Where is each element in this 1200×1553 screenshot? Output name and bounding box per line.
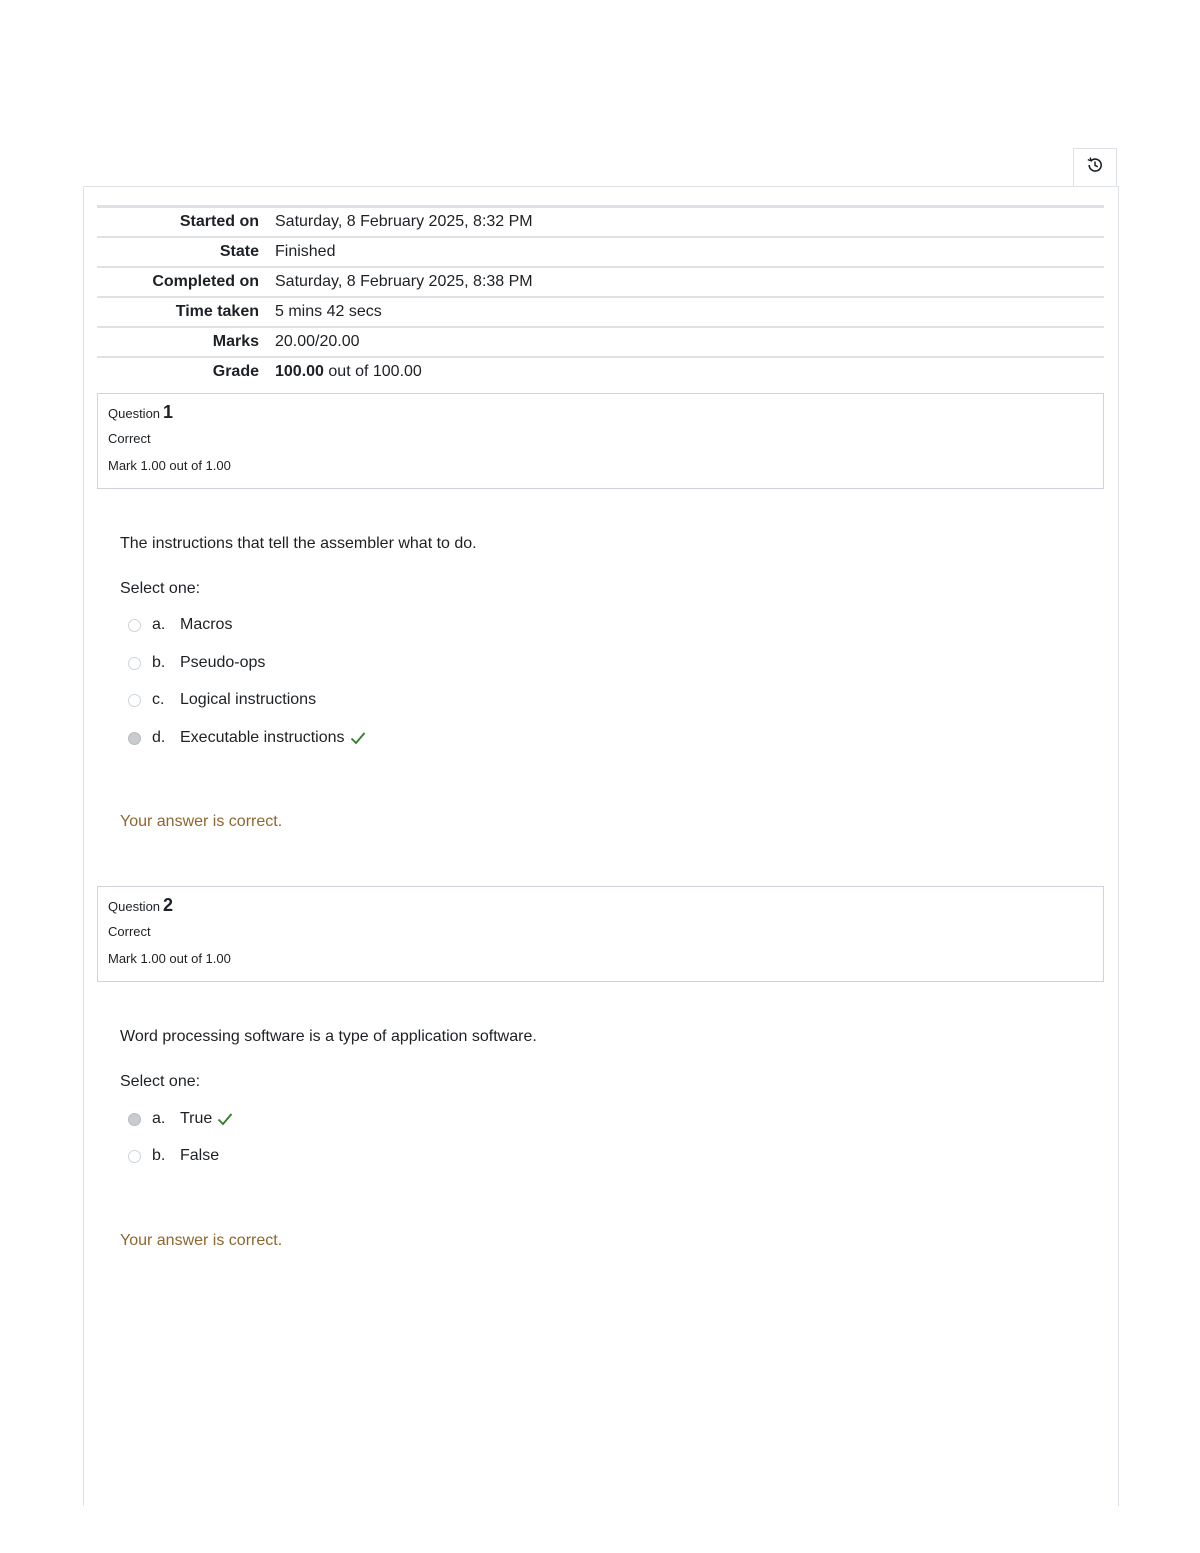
option-letter: c. (152, 691, 165, 708)
summary-row-time (97, 297, 1104, 327)
option-text: Logical instructions (180, 691, 317, 708)
option-letter: d. (152, 729, 166, 746)
option-text: Pseudo-ops (180, 654, 266, 671)
completed-on-value: Saturday, 8 February 2025, 8:38 PM (275, 273, 533, 290)
check-icon (350, 731, 366, 745)
question-grade: Mark 1.00 out of 1.00 (108, 458, 231, 473)
question-label: Question (108, 899, 161, 914)
question-2-option-a[interactable] (128, 1108, 233, 1130)
marks-value: 20.00/20.00 (275, 333, 360, 350)
question-2-option-b[interactable] (128, 1145, 219, 1167)
radio-button[interactable] (128, 694, 141, 707)
history-button[interactable] (1073, 148, 1117, 186)
option-letter: a. (152, 616, 166, 633)
radio-button-selected[interactable] (128, 732, 141, 745)
summary-row-marks (97, 327, 1104, 357)
question-1-option-d[interactable] (128, 727, 366, 749)
question-2-info (97, 886, 1104, 982)
check-icon (217, 1112, 233, 1126)
summary-row-state (97, 237, 1104, 267)
question-1-option-c[interactable] (128, 689, 316, 711)
started-on-label: Started on (179, 213, 259, 230)
question-grade: Mark 1.00 out of 1.00 (108, 951, 231, 966)
option-letter: a. (152, 1110, 166, 1127)
question-number (108, 895, 1093, 916)
question-1-feedback: Your answer is correct. (120, 813, 283, 830)
grade-score: 100.00 (275, 363, 324, 380)
radio-button-selected[interactable] (128, 1113, 141, 1126)
question-state: Correct (108, 431, 151, 446)
question-number (108, 402, 1093, 423)
radio-button[interactable] (128, 657, 141, 670)
summary-row-grade (97, 357, 1104, 386)
completed-on-label: Completed on (152, 273, 259, 290)
question-1-text: The instructions that tell the assembler what to do. (120, 535, 477, 552)
question-state: Correct (108, 924, 151, 939)
question-2-text: Word processing software is a type of application software. (120, 1028, 537, 1045)
grade-out-of: out of 100.00 (328, 363, 422, 380)
marks-label: Marks (212, 333, 259, 350)
question-number-value: 2 (163, 895, 174, 915)
started-on-value: Saturday, 8 February 2025, 8:32 PM (275, 213, 533, 230)
option-text: True (180, 1110, 213, 1127)
option-text: Macros (180, 616, 233, 633)
summary-row-completed (97, 267, 1104, 297)
history-icon (1086, 156, 1104, 179)
question-1-option-a[interactable] (128, 614, 232, 636)
question-1-prompt: Select one: (120, 580, 201, 597)
grade-label: Grade (212, 363, 259, 380)
state-value: Finished (275, 243, 336, 260)
grade-value (267, 357, 1104, 386)
question-1-option-b[interactable] (128, 652, 265, 674)
question-2-prompt: Select one: (120, 1073, 201, 1090)
question-1-info (97, 393, 1104, 489)
time-taken-label: Time taken (175, 303, 259, 320)
question-2-feedback: Your answer is correct. (120, 1232, 283, 1249)
question-number-value: 1 (163, 402, 174, 422)
attempt-summary-table (97, 205, 1104, 386)
radio-button[interactable] (128, 619, 141, 632)
state-label: State (219, 243, 259, 260)
option-text: False (180, 1147, 220, 1164)
summary-row-started (97, 207, 1104, 238)
time-taken-value: 5 mins 42 secs (275, 303, 382, 320)
option-text: Executable instructions (180, 729, 345, 746)
option-letter: b. (152, 654, 166, 671)
option-letter: b. (152, 1147, 166, 1164)
radio-button[interactable] (128, 1150, 141, 1163)
question-label: Question (108, 406, 161, 421)
